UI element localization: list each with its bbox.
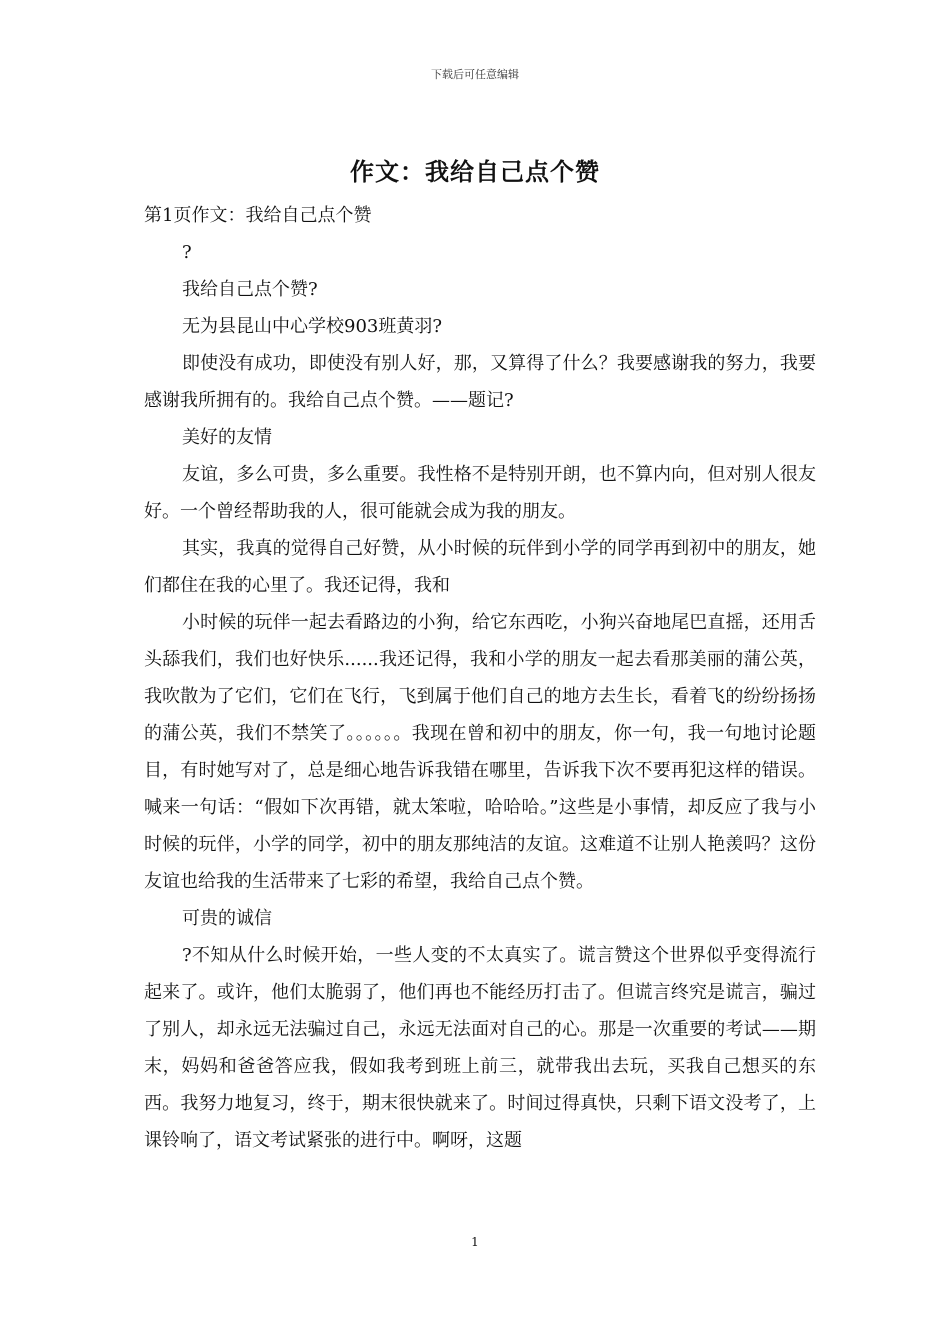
document-body bbox=[144, 197, 816, 1159]
paragraph-author: 无为县昆山中心学校903班黄羽? bbox=[182, 316, 443, 337]
paragraph: ?不知从什么时候开始，一些人变的不太真实了。谎言赞这个世界似乎变得流行起来了。或许，他们太脆弱了，他们再也不能经历打击了。但谎言终究是谎言，骗过了别人，却永远无法骗过自己，永远无法面对自己的心。那是一次重要的考试——期末，妈妈和爸爸答应我，假如我考到班上前三，就带我出去玩，买我自己想买的东西。我努力地复习，终于，期末很快就来了。时间过得真快，只剩下语文没考了，上课铃响了，语文考试紧张的进行中。啊呀，这题 bbox=[144, 945, 816, 1151]
page-number: 1 bbox=[471, 1235, 479, 1249]
paragraph: ? bbox=[182, 242, 192, 263]
paragraph: 友谊，多么可贵，多么重要。我性格不是特别开朗，也不算内向，但对别人很友好。一个曾经帮助我的人，很可能就会成为我的朋友。 bbox=[144, 464, 816, 522]
paragraph-page-label: 第1页作文：我给自己点个赞 bbox=[144, 205, 372, 226]
document-title: 作文：我给自己点个赞 bbox=[350, 157, 600, 186]
paragraph-essay-heading: 我给自己点个赞? bbox=[182, 279, 318, 300]
section-heading-honesty: 可贵的诚信 bbox=[182, 908, 272, 929]
paragraph-epigraph: 即使没有成功，即使没有别人好，那，又算得了什么？我要感谢我的努力，我要感谢我所拥有的。我给自己点个赞。——题记? bbox=[144, 353, 816, 411]
section-heading-friendship: 美好的友情 bbox=[182, 427, 272, 448]
page-header-note: 下载后可任意编辑 bbox=[431, 68, 519, 81]
paragraph: 小时候的玩伴一起去看路边的小狗，给它东西吃，小狗兴奋地尾巴直摇，还用舌头舔我们，我们也好快乐......我还记得，我和小学的朋友一起去看那美丽的蒲公英，我吹散为了它们，它们在飞行，飞到属于他们自己的地方去生长，看着飞的纷纷扬扬的蒲公英，我们不禁笑了。。。。。。我现在曾和初中的朋友，你一句，我一句地讨论题目，有时她写对了，总是细心地告诉我错在哪里，告诉我下次不要再犯这样的错误。喊来一句话：“假如下次再错，就太笨啦，哈哈哈。”这些是小事情，却反应了我与小时候的玩伴，小学的同学，初中的朋友那纯洁的友谊。这难道不让别人艳羡吗？这份友谊也给我的生活带来了七彩的希望，我给自己点个赞。 bbox=[144, 612, 816, 892]
paragraph: 其实，我真的觉得自己好赞，从小时候的玩伴到小学的同学再到初中的朋友，她们都住在我的心里了。我还记得，我和 bbox=[144, 538, 816, 596]
